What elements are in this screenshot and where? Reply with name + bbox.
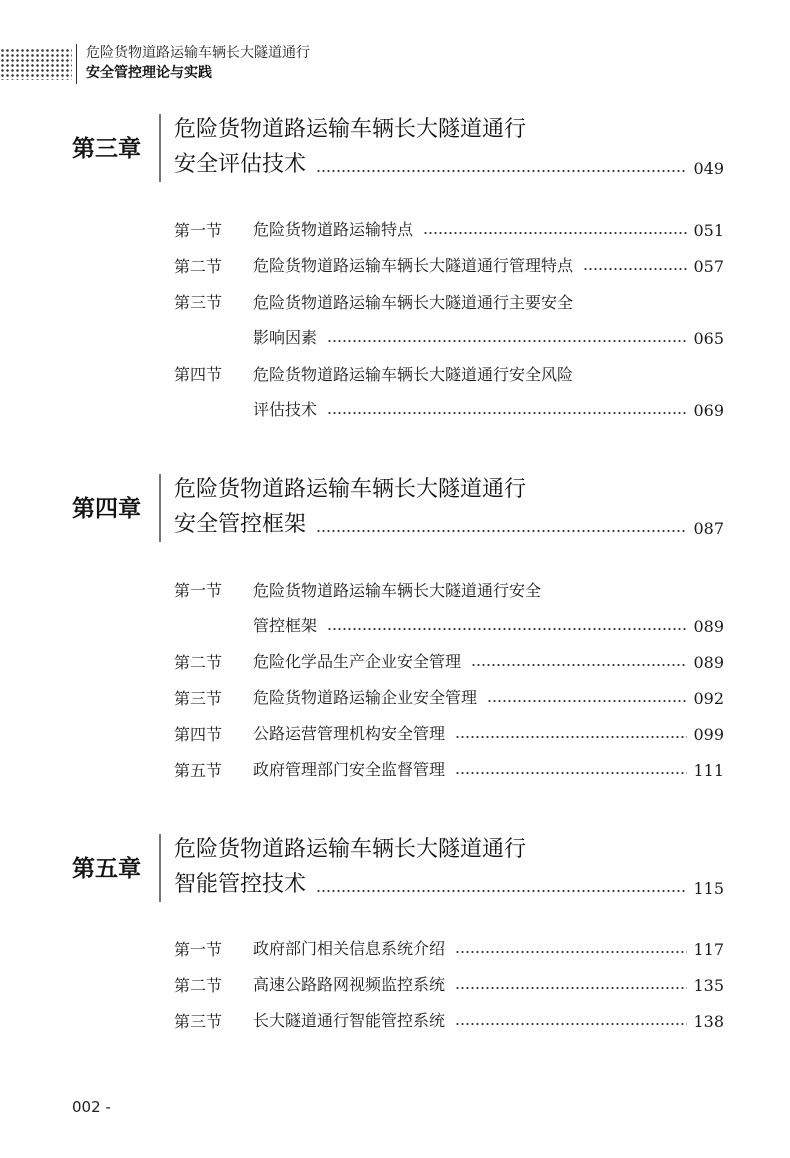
dot-leader	[327, 627, 687, 631]
chapter-divider	[159, 114, 161, 182]
section-number: 第四节	[174, 365, 223, 384]
chapter-title-line1: 危险货物道路运输车辆长大隧道通行	[174, 837, 527, 862]
section-number: 第二节	[174, 653, 223, 672]
section-title: 危险货物道路运输车辆长大隧道通行安全	[253, 581, 542, 600]
section-title-row	[253, 937, 724, 959]
chapter-divider	[159, 474, 161, 542]
toc-entry[interactable]	[174, 290, 724, 352]
section-title-cont-row	[253, 398, 724, 420]
toc-entry[interactable]	[174, 218, 724, 244]
dot-leader	[455, 1022, 687, 1026]
chapter-title-line2: 智能管控技术	[174, 872, 307, 897]
page-number: 089	[693, 617, 724, 636]
section-title-row	[253, 973, 724, 995]
toc-entry[interactable]	[174, 758, 724, 784]
dot-leader	[455, 986, 687, 990]
toc-entry[interactable]	[174, 362, 724, 424]
chapter-label: 第三章	[72, 136, 141, 162]
page-number: 051	[693, 221, 724, 240]
section-title: 公路运营管理机构安全管理	[253, 724, 446, 743]
dot-leader	[316, 169, 687, 173]
footer-page-number: 002 -	[72, 1098, 111, 1116]
page-number: 087	[693, 519, 724, 538]
toc-entry[interactable]	[174, 722, 724, 748]
section-title-continued: 影响因素	[253, 328, 318, 347]
section-title-cont-row	[253, 326, 724, 348]
header-book-title-line1: 危险货物道路运输车辆长大隧道通行	[86, 45, 310, 61]
toc-entry[interactable]	[174, 1009, 724, 1035]
section-number: 第四节	[174, 725, 223, 744]
section-number: 第一节	[174, 940, 223, 959]
section-title-row	[253, 218, 724, 240]
running-header	[0, 40, 420, 86]
page-number: 111	[693, 761, 724, 780]
page-number: 138	[693, 1012, 724, 1031]
chapter-label: 第五章	[72, 856, 141, 882]
page-number: 089	[693, 653, 724, 672]
dot-leader	[316, 529, 687, 533]
dot-leader	[327, 339, 687, 343]
page-number: 065	[693, 329, 724, 348]
chapter-title-line2: 安全管控框架	[174, 512, 307, 537]
chapter-title-line1: 危险货物道路运输车辆长大隧道通行	[174, 117, 527, 142]
page-number: 069	[693, 401, 724, 420]
section-number: 第三节	[174, 293, 223, 312]
section-title: 危险货物道路运输企业安全管理	[253, 688, 478, 707]
chapter-label: 第四章	[72, 496, 141, 522]
section-title-row	[253, 686, 724, 708]
dot-leader	[423, 231, 687, 235]
section-title-continued: 管控框架	[253, 616, 318, 635]
section-title: 危险化学品生产企业安全管理	[253, 652, 462, 671]
page-number: 117	[693, 940, 724, 959]
section-title-row	[253, 758, 724, 780]
toc-entry[interactable]	[174, 578, 724, 640]
section-number: 第二节	[174, 976, 223, 995]
toc-entry[interactable]	[174, 973, 724, 999]
dot-leader	[583, 267, 687, 271]
chapter-title-line1: 危险货物道路运输车辆长大隧道通行	[174, 477, 527, 502]
chapter-divider	[159, 834, 161, 902]
page-number: 057	[693, 257, 724, 276]
dot-leader	[327, 411, 687, 415]
page-number: 049	[693, 159, 724, 178]
chapter-title-line2-row[interactable]	[174, 508, 724, 538]
section-number: 第二节	[174, 257, 223, 276]
section-title: 长大隧道通行智能管控系统	[253, 1011, 446, 1030]
section-title-row	[253, 722, 724, 744]
toc-entry[interactable]	[174, 650, 724, 676]
section-title-row	[253, 1009, 724, 1031]
dot-leader	[316, 889, 687, 893]
page-number: 092	[693, 689, 724, 708]
section-number: 第一节	[174, 221, 223, 240]
dot-leader	[471, 663, 687, 667]
chapter-title-line2-row[interactable]	[174, 148, 724, 178]
section-title-continued: 评估技术	[253, 400, 318, 419]
chapter-title-line2: 安全评估技术	[174, 152, 307, 177]
dot-leader	[455, 771, 687, 775]
section-title-row	[253, 650, 724, 672]
section-title: 政府管理部门安全监督管理	[253, 760, 446, 779]
header-book-title-line2: 安全管控理论与实践	[86, 65, 212, 81]
section-title: 高速公路路网视频监控系统	[253, 975, 446, 994]
toc-entry[interactable]	[174, 937, 724, 963]
chapter-title-line2-row[interactable]	[174, 868, 724, 898]
dot-leader	[455, 735, 687, 739]
section-title-row	[253, 254, 724, 276]
page-number: 135	[693, 976, 724, 995]
header-divider	[76, 44, 77, 84]
dot-leader	[455, 950, 687, 954]
section-title: 危险货物道路运输特点	[253, 220, 414, 239]
section-title: 危险货物道路运输车辆长大隧道通行管理特点	[253, 256, 574, 275]
section-number: 第三节	[174, 689, 223, 708]
section-number: 第一节	[174, 581, 223, 600]
toc-entry[interactable]	[174, 254, 724, 280]
dot-pattern-decoration	[0, 48, 72, 80]
page-number: 115	[693, 879, 724, 898]
section-number: 第五节	[174, 761, 223, 780]
dot-leader	[487, 699, 687, 703]
page-number: 099	[693, 725, 724, 744]
section-title: 危险货物道路运输车辆长大隧道通行安全风险	[253, 365, 574, 384]
section-title: 危险货物道路运输车辆长大隧道通行主要安全	[253, 293, 574, 312]
section-title-cont-row	[253, 614, 724, 636]
toc-entry[interactable]	[174, 686, 724, 712]
section-title: 政府部门相关信息系统介绍	[253, 939, 446, 958]
section-number: 第三节	[174, 1012, 223, 1031]
